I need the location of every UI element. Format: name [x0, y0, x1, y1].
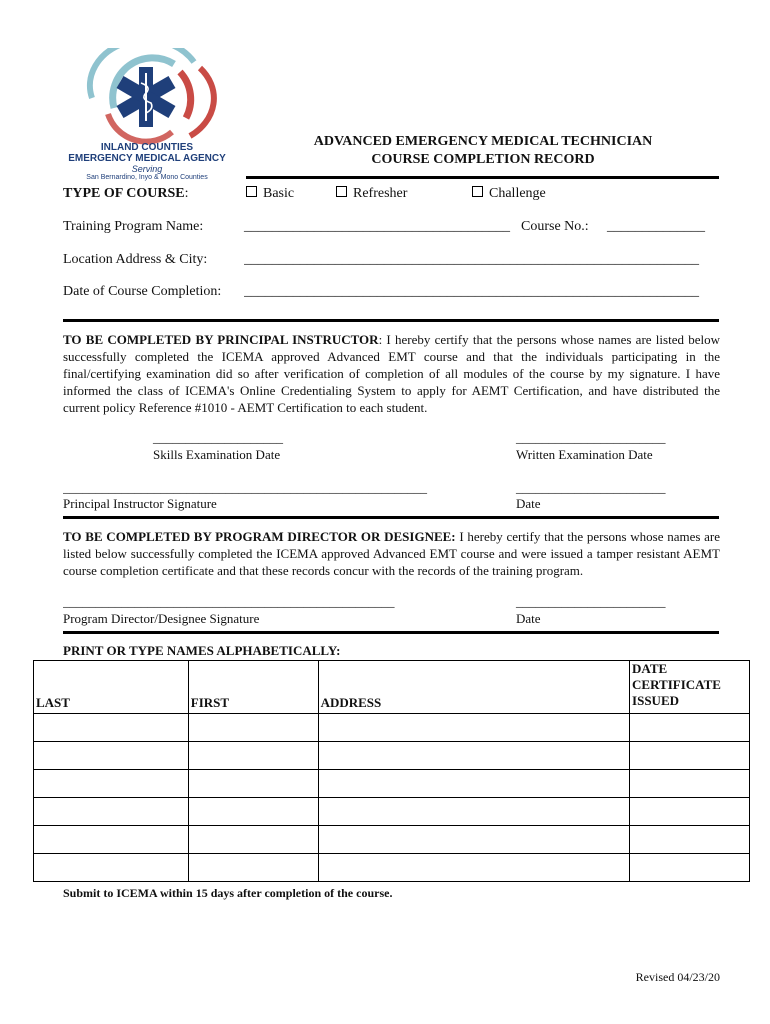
address-cell[interactable] — [318, 826, 629, 854]
instructor-signature-field[interactable]: ________________________________________________________ — [63, 480, 427, 495]
last-name-cell[interactable] — [34, 854, 189, 882]
first-name-cell[interactable] — [188, 770, 318, 798]
option-challenge[interactable]: Challenge — [472, 186, 546, 202]
table-row — [34, 854, 750, 882]
director-signature-field[interactable]: ___________________________________________________ — [63, 594, 395, 609]
last-name-cell[interactable] — [34, 714, 189, 742]
divider — [63, 631, 719, 634]
course-no-label: Course No.: — [521, 219, 589, 234]
names-table — [33, 660, 750, 882]
instructor-date-field[interactable]: _______________________ — [516, 480, 666, 495]
first-name-cell[interactable] — [188, 714, 318, 742]
first-name-cell[interactable] — [188, 854, 318, 882]
table-header-row — [34, 661, 750, 714]
type-of-course-label: TYPE OF COURSE: — [63, 186, 189, 201]
last-name-cell[interactable] — [34, 798, 189, 826]
address-cell[interactable] — [318, 798, 629, 826]
checkbox-refresher[interactable] — [336, 186, 347, 197]
written-date-field[interactable]: _______________________ — [516, 430, 666, 445]
director-heading: TO BE COMPLETED BY PROGRAM DIRECTOR OR DESIGNEE: — [63, 529, 456, 544]
table-row — [34, 826, 750, 854]
instructor-text: : I hereby certify that the persons whose names are listed below successfully completed the ICEMA approved Advanced EMT course and that the individuals participating in the final/certifying examination did so after verification of completion of all modules of the course by my signature. I have informed the class of ICEMA's Online Credentialing System to apply for AEMT Certification, and have distributed the current policy Reference #1010 - AEMT Certification to each student. — [63, 332, 720, 415]
director-certification — [63, 528, 720, 579]
date-issued-cell[interactable] — [630, 770, 750, 798]
star-of-life-icon — [62, 48, 232, 146]
col-address-header: ADDRESS — [318, 661, 629, 714]
logo-org-line1: INLAND COUNTIES — [100, 142, 194, 153]
date-issued-cell[interactable] — [630, 714, 750, 742]
address-cell[interactable] — [318, 742, 629, 770]
director-date-label: Date — [516, 611, 541, 626]
instructor-heading: TO BE COMPLETED BY PRINCIPAL INSTRUCTOR — [63, 332, 379, 347]
director-date-field[interactable]: _______________________ — [516, 594, 666, 609]
skills-date-field[interactable]: ____________________ — [153, 430, 283, 445]
completion-date-field[interactable]: _________________________________________________________________ — [244, 284, 699, 299]
date-issued-cell[interactable] — [630, 742, 750, 770]
last-name-cell[interactable] — [34, 826, 189, 854]
checkbox-basic[interactable] — [246, 186, 257, 197]
course-no-field[interactable]: ______________ — [607, 219, 705, 234]
date-issued-cell[interactable] — [630, 798, 750, 826]
first-name-cell[interactable] — [188, 742, 318, 770]
table-row — [34, 714, 750, 742]
col-last-header: LAST — [34, 661, 189, 714]
logo-serving: Serving — [131, 164, 163, 174]
option-refresher[interactable]: Refresher — [336, 186, 407, 202]
divider — [63, 319, 719, 322]
address-cell[interactable] — [318, 714, 629, 742]
table-row — [34, 798, 750, 826]
location-label: Location Address & City: — [63, 252, 208, 267]
revised-date: Revised 04/23/20 — [635, 970, 720, 984]
training-program-field[interactable]: ______________________________________ — [244, 219, 510, 234]
instructor-date-label: Date — [516, 496, 541, 511]
table-row — [34, 770, 750, 798]
director-signature-label: Program Director/Designee Signature — [63, 611, 260, 626]
instructor-signature-label: Principal Instructor Signature — [63, 496, 217, 511]
submit-note: Submit to ICEMA within 15 days after completion of the course. — [63, 886, 393, 900]
first-name-cell[interactable] — [188, 826, 318, 854]
last-name-cell[interactable] — [34, 770, 189, 798]
logo-org-line2: EMERGENCY MEDICAL AGENCY — [68, 153, 226, 164]
director-text: I hereby certify that the persons whose names are listed below successfully completed the ICEMA approved Advanced EMT course and were issued a tamper resistant AEMT course completion certificate and that these records concur with the records of the training program. — [63, 529, 720, 578]
date-issued-cell[interactable] — [630, 854, 750, 882]
address-cell[interactable] — [318, 770, 629, 798]
skills-date-label: Skills Examination Date — [153, 447, 281, 462]
divider — [246, 176, 719, 179]
col-first-header: FIRST — [188, 661, 318, 714]
logo-counties: San Bernardino, Inyo & Mono Counties — [86, 174, 208, 181]
form-title-line1: ADVANCED EMERGENCY MEDICAL TECHNICIAN — [313, 134, 653, 149]
date-issued-cell[interactable] — [630, 826, 750, 854]
location-field[interactable]: _________________________________________________________________ — [244, 252, 699, 267]
training-program-label: Training Program Name: — [63, 219, 204, 234]
option-basic[interactable]: Basic — [246, 186, 294, 202]
divider — [63, 516, 719, 519]
icema-logo — [62, 48, 232, 183]
completion-date-label: Date of Course Completion: — [63, 284, 222, 299]
address-cell[interactable] — [318, 854, 629, 882]
table-row — [34, 742, 750, 770]
instructor-certification — [63, 331, 720, 416]
first-name-cell[interactable] — [188, 798, 318, 826]
form-title-line2: COURSE COMPLETION RECORD — [371, 152, 595, 167]
checkbox-challenge[interactable] — [472, 186, 483, 197]
last-name-cell[interactable] — [34, 742, 189, 770]
names-table-title: PRINT OR TYPE NAMES ALPHABETICALLY: — [63, 643, 341, 658]
col-date-header: DATE CERTIFICATE ISSUED — [630, 661, 750, 714]
written-date-label: Written Examination Date — [516, 447, 653, 462]
